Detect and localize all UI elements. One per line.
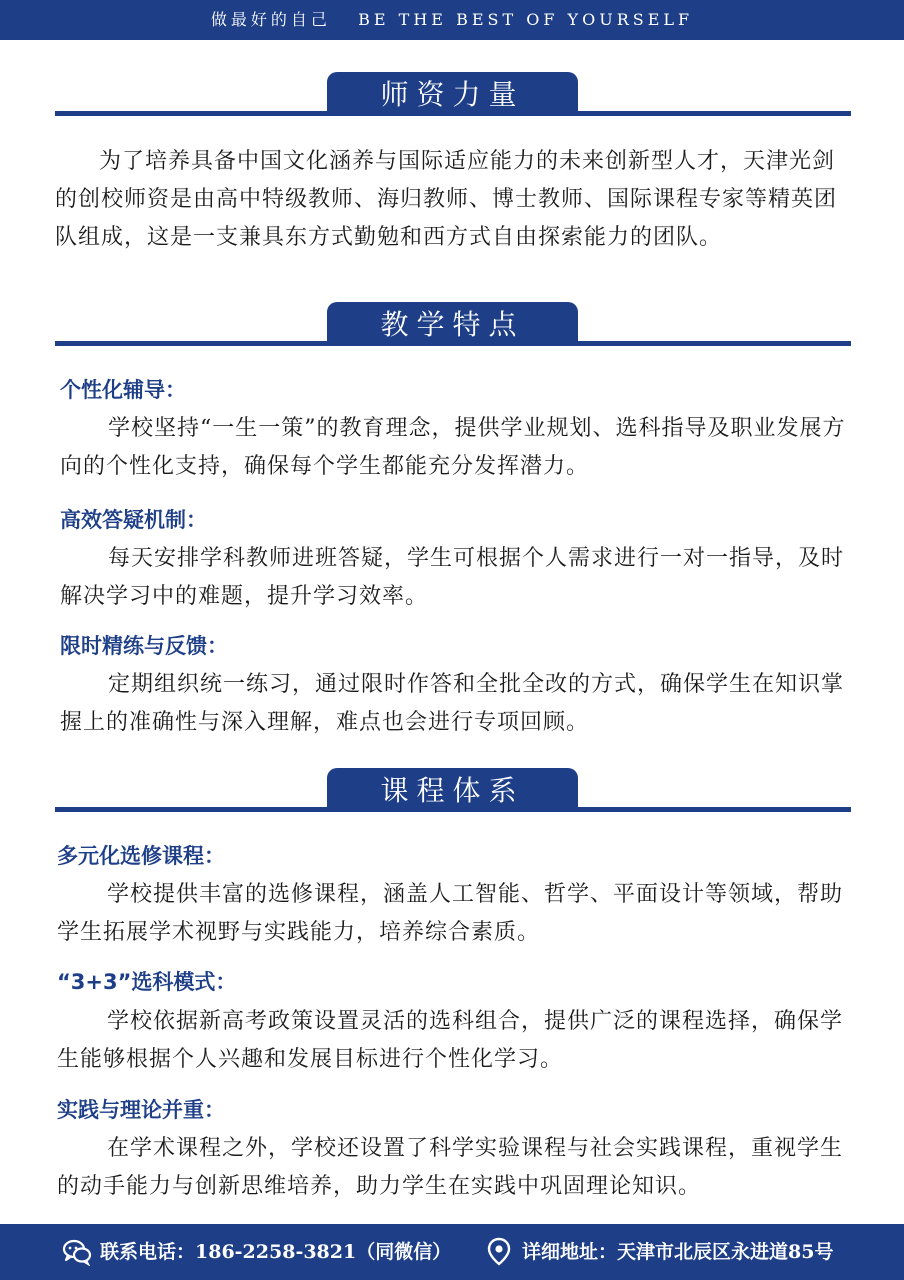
paragraph-subject-selection: 学校依据新高考政策设置灵活的选科组合，提供广泛的课程选择，确保学生能够根据个人兴趣和发展目标进行个性化学习。 (57, 1009, 844, 1072)
paragraph-practice: 定期组织统一练习，通过限时作答和全批全改的方式，确保学生在知识掌握上的准确性与深入理解，难点也会进行专项回顾。 (60, 672, 845, 735)
paragraph-personalized: 学校坚持“一生一策”的教育理念，提供学业规划、选科指导及职业发展方向的个性化支持，确保每个学生都能充分发挥潜力。 (60, 416, 846, 479)
phone-contact (100, 1224, 451, 1280)
section-header-faculty (55, 70, 851, 116)
wechat-chat-icon (62, 1238, 92, 1266)
subheading-personalized: 个性化辅导： (60, 378, 186, 402)
slogan-text: 做最好的自己 BE THE BEST OF YOURSELF (210, 10, 694, 29)
section-title: 教学特点 (327, 302, 578, 346)
contact-footer (0, 1224, 904, 1280)
address-text: 天津市北辰区永进道85号 (617, 1241, 834, 1263)
subheading-theory-practice: 实践与理论并重： (57, 1098, 225, 1122)
section-title: 课程体系 (327, 768, 578, 812)
slogan-banner (0, 0, 904, 40)
location-pin-icon (486, 1237, 512, 1267)
subheading-subject-selection: “3+3”选科模式： (57, 970, 237, 994)
phone-number[interactable]: 186-2258-3821（同微信） (195, 1241, 452, 1263)
faculty-paragraph: 为了培养具备中国文化涵养与国际适应能力的未来创新型人才，天津光剑的创校师资是由高中特级教师、海归教师、博士教师、国际课程专家等精英团队组成，这是一支兼具东方式勤勉和西方式自由探索能力的团队。 (55, 149, 838, 250)
subheading-qa: 高效答疑机制： (60, 508, 207, 532)
paragraph-theory-practice: 在学术课程之外，学校还设置了科学实验课程与社会实践课程，重视学生的动手能力与创新思维培养，助力学生在实践中巩固理论知识。 (57, 1136, 844, 1199)
subheading-electives: 多元化选修课程： (57, 844, 225, 868)
paragraph-electives: 学校提供丰富的选修课程，涵盖人工智能、哲学、平面设计等领域，帮助学生拓展学术视野与实践能力，培养综合素质。 (57, 882, 844, 945)
section-header-teaching (55, 300, 851, 346)
section-header-curriculum (55, 766, 851, 812)
phone-label: 联系电话： (100, 1241, 196, 1263)
address-contact (522, 1224, 833, 1280)
address-label: 详细地址： (522, 1241, 618, 1263)
paragraph-qa: 每天安排学科教师进班答疑，学生可根据个人需求进行一对一指导，及时解决学习中的难题，提升学习效率。 (60, 546, 845, 609)
section-title: 师资力量 (327, 72, 578, 116)
subheading-practice: 限时精练与反馈： (60, 634, 228, 658)
